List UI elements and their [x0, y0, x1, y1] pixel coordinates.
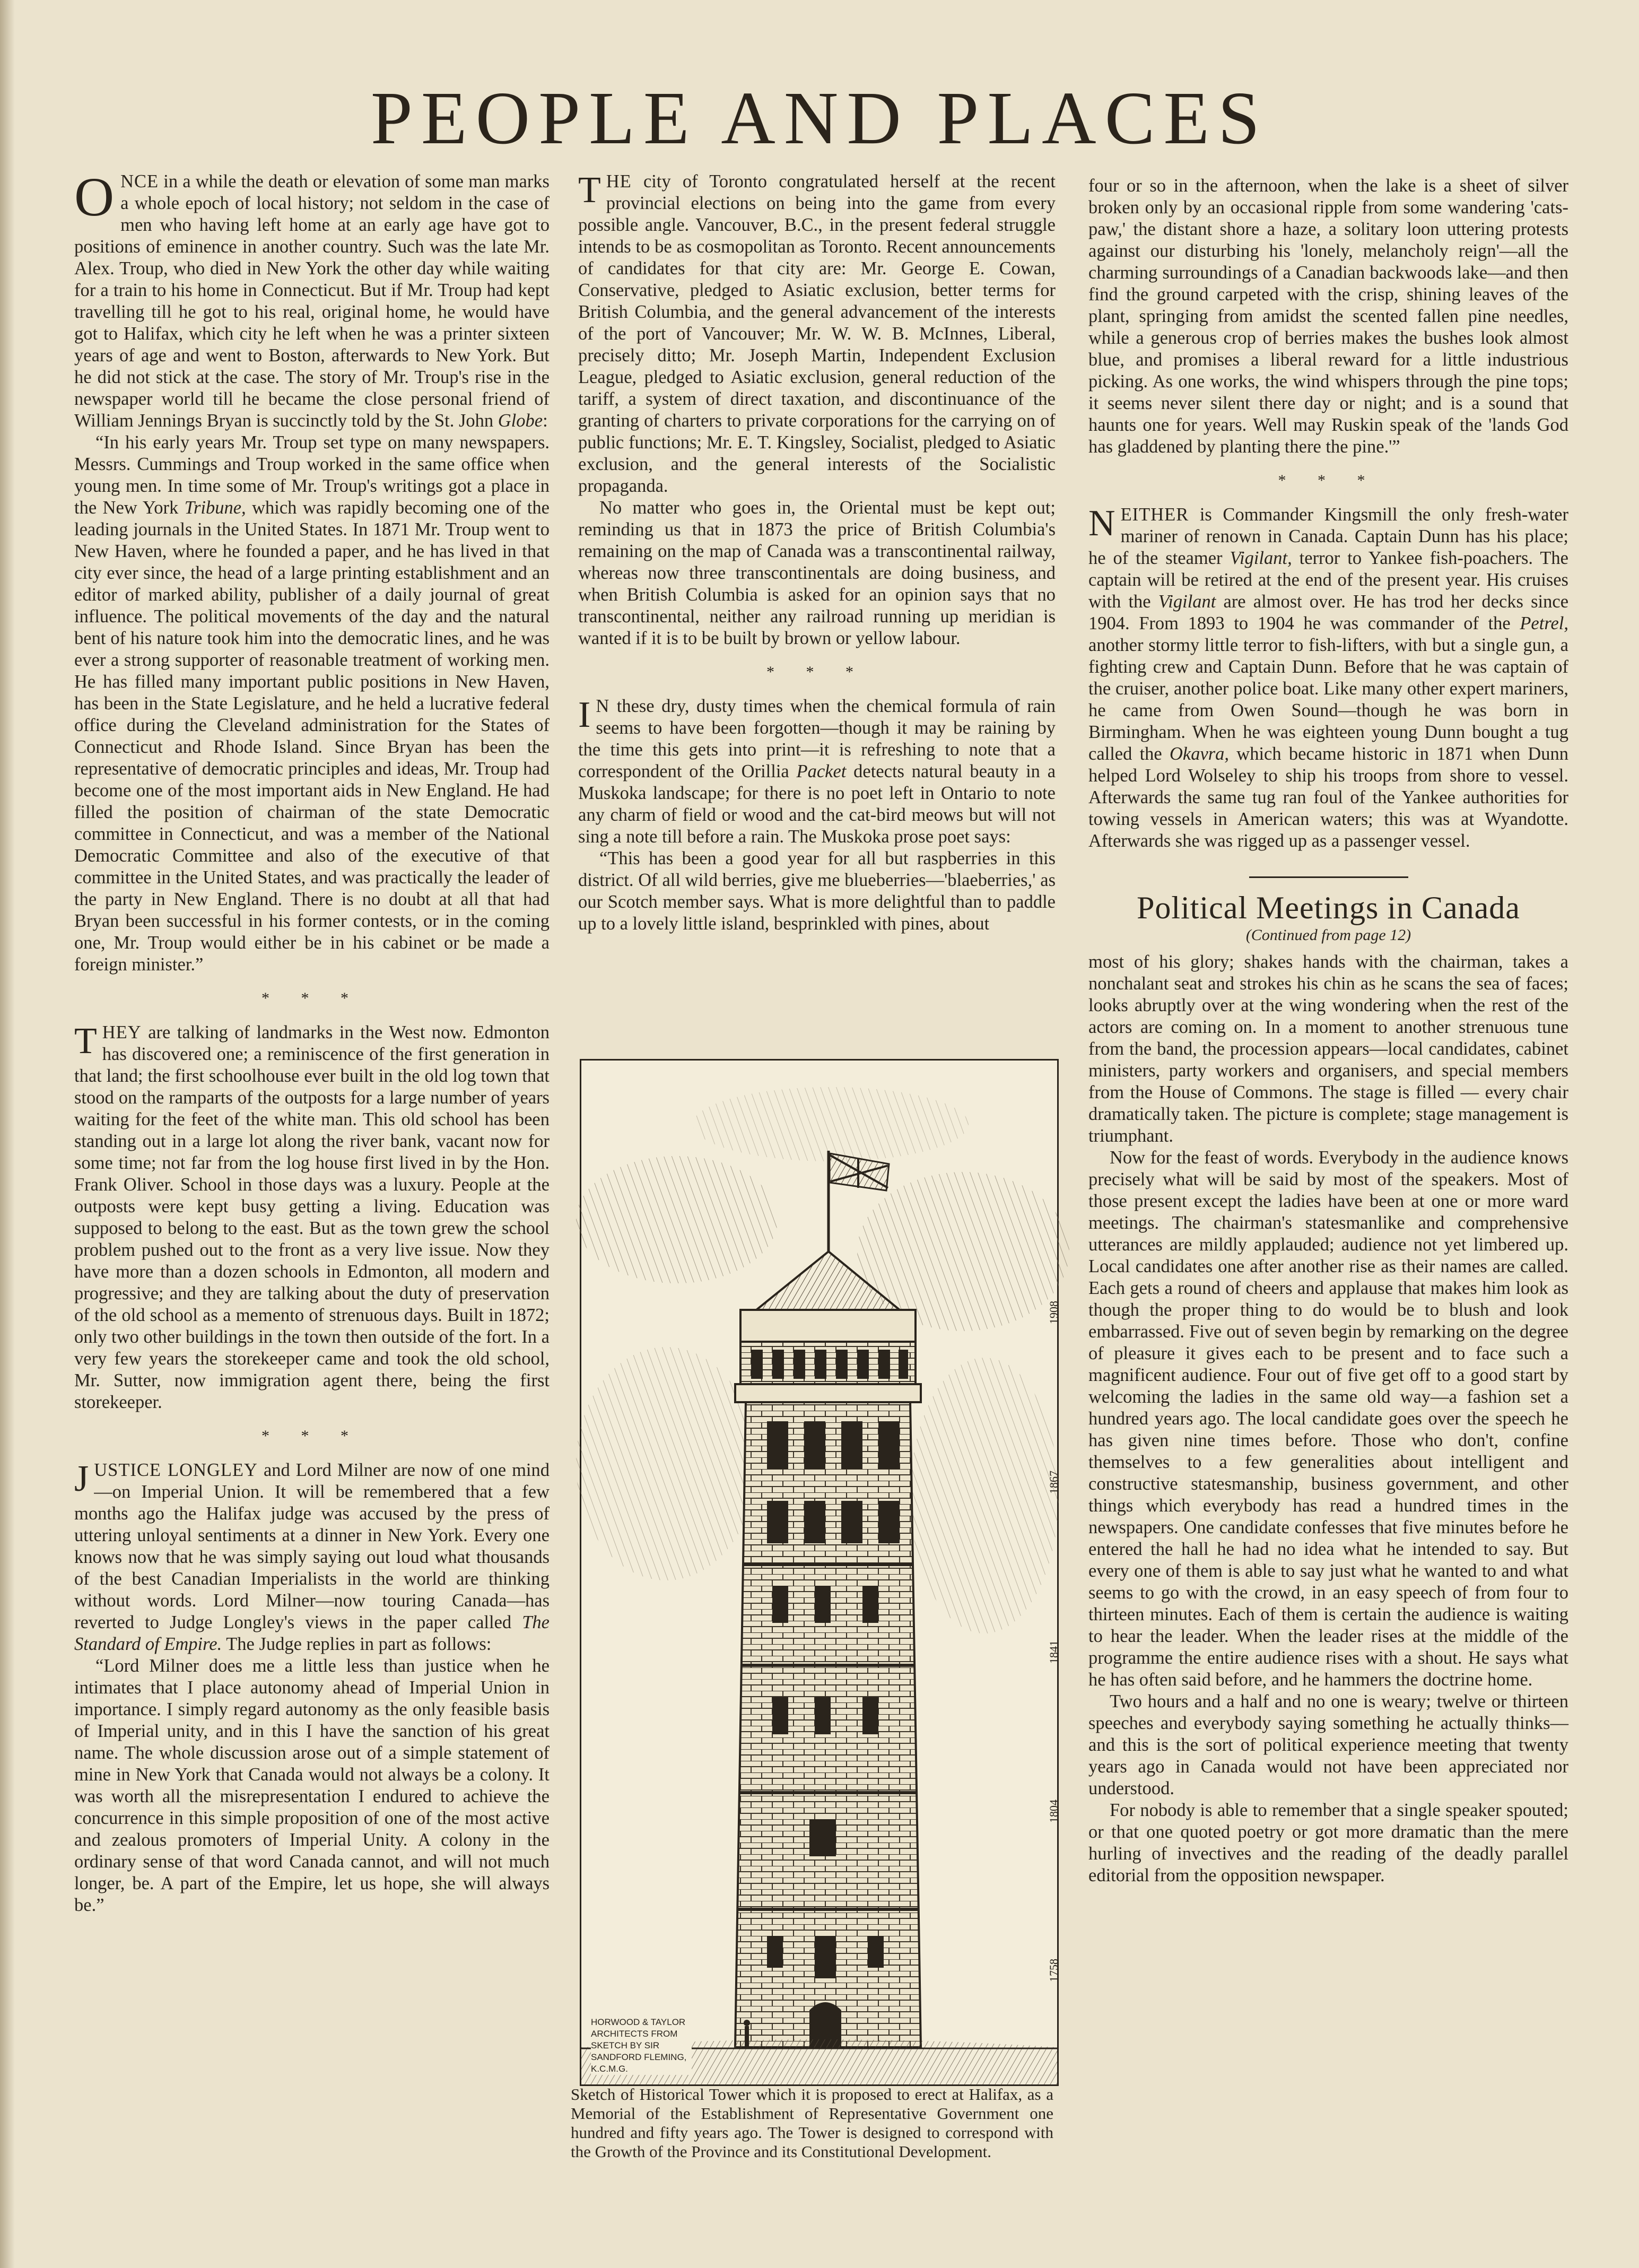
longley-paragraph: JUSTICE LONGLEY and Lord Milner are now of one mind—on Imperial Union. It will be remembered that a few months ago the Halifax judge was accused by the press of uttering unloyal sentiments at a dinner in New York. Every one knows now that he was simply saying out loud what thousands of the best Canadian Imperialists in the world are thinking without words. Lord Milner—now touring Canada—has reverted to Judge Longley's views in the paper called The Standard of Empire. The Judge replies in part as follows: [74, 1458, 550, 1654]
drop-cap: J [74, 1458, 89, 1499]
year-label: 1908 [1047, 1301, 1060, 1324]
globe-quote: “In his early years Mr. Troup set type on many newspapers. Messrs. Cummings and Troup worked in the same office when young men. In time some of Mr. Troup's writings got a place in the New York Tribune, which was rapidly becoming one of the leading journals in the United States. In 1871 Mr. Troup went to New Haven, where he founded a paper, and he has lived in that city ever since, the head of a large printing establishment and an editor of marked ability, publisher of a daily journal of great influence. The political movements of the day and the natural bent of his nature took him into the democratic lines, and he was ever a strong supporter of reasonable treatment of working men. He has filled many important public positions in New Haven, has been in the State Legislature, and he held a lucrative federal office during the Cleveland administration for the States of Connecticut and Rhode Island. Since Bryan has been the representative of democratic principles and ideas, Mr. Troup had become one of the most important aids in New England. He had filled the position of chairman of the state Democratic committee in Connecticut, and was a member of the National Democratic Committee and also of the executive of that committee in the United States, and was practically the leader of the party in New England. There is no doubt at all that had Bryan been successful in his former contests, or in the coming one, Mr. Troup would either be in his cabinet or be made a foreign minister.” [74, 432, 550, 975]
drop-cap: T [578, 170, 601, 211]
continuation-note: (Continued from page 12) [1245, 926, 1411, 944]
vancouver-paragraph: THE city of Toronto congratulated herself at the recent provincial elections on being into the game from every possible angle. Vancouver, B.C., in the present federal struggle intends to be as cosmopolitan as Toronto. Recent announcements of candidates for that city are: Mr. George E. Cowan, Conservative, pledged to Asiatic exclusion, better terms for British Columbia, and the general advancement of the interests of the port of Vancouver; Mr. W. W. B. McInnes, Liberal, precisely ditto; Mr. Joseph Martin, Independent Exclusion League, pledged to Asiatic exclusion, general reduction of the tariff, a system of direct taxation, and discontinuance of the granting of charters to private corporations for the carrying on of public functions; Mr. E. T. Kingsley, Socialist, pledged to Asiatic exclusion, and the general interests of the Socialistic propaganda. [578, 170, 1056, 496]
section-heading: Political Meetings in Canada [1137, 890, 1520, 925]
drop-cap: I [578, 694, 591, 735]
closing-paragraph: For nobody is able to remember that a single speaker spouted; or that one quoted poetry or got more dramatic than the mere hurling of invectives and the reading of the deadly parallel editorial from the opposition newspaper. [1088, 1800, 1568, 1885]
figure-caption: Sketch of Historical Tower which it is proposed to erect at Halifax, as a Memorial of the Establishment of Representative Government one hundred and fifty years ago. The Tower is designed to correspond with the Growth of the Province and its Constitutional Development. [571, 2085, 1053, 2161]
section-divider: * * * [1278, 472, 1379, 489]
column-middle [578, 171, 1056, 935]
longley-quote: “Lord Milner does me a little less than justice when he intimates that I place autonomy ahead of Imperial Union in importance. I simply regard autonomy as the only feasible basis of Imperial unity, and in this I have the sanction of his great name. The whole discussion arose out of a simple statement of mine in New York that Canada would not always be a colony. It was worth all the misrepresentation I endured to achieve the concurrence in this simple proposition of one of the most active and zealous promoters of Imperial Unity. A colony in the ordinary sense of that word Canada cannot, and will not much longer, be. A part of the Empire, let us hope, she will always be.” [74, 1656, 550, 1915]
muskoka-quote: “This has been a good year for all but raspberries in this district. Of all wild berries, give me blueberries—'blaeberries,' as our Scotch member says. What is more delightful than to paddle up to a lovely little island, besprinkled with pines, about [578, 848, 1056, 934]
tower-illustration [580, 1059, 1059, 2086]
hours-paragraph: Two hours and a half and no one is weary; twelve or thirteen speeches and everybody saying something he actually thinks—and this is the sort of political experience meeting that twenty years ago in Canada would not have been appreciated nor understood. [1088, 1691, 1568, 1798]
tower-drawing [581, 1061, 1057, 2084]
dunn-paragraph: NEITHER is Commander Kingsmill the only fresh-water mariner of renown in Canada. Captain Dunn has his place; he of the steamer Vigilant, terror to Yankee fish-poachers. The captain will be retired at the end of the present year. His cruises with the Vigilant are almost over. He has trod her decks since 1904. From 1893 to 1904 he was commander of the Petrel, another stormy little terror to fish-lifters, with but a single gun, a fighting crew and Captain Dunn. Before that he was captain of the cruiser, another police boat. Like many other expert mariners, he came from Owen Sound—though he was born in Birmingham. When he was eighteen young Dunn bought a tug called the Okavra, which became historic in 1871 when Dunn helped Lord Wolseley to ship his troops from shore to vessel. Afterwards the same tug ran foul of the Yankee authorities for towing vessels in American waters; this was at Wyandotte. Afterwards she was rigged up as a passenger vessel. [1088, 503, 1569, 851]
section-rule [1249, 876, 1408, 878]
edmonton-paragraph: THEY are talking of landmarks in the West now. Edmonton has discovered one; a reminiscence of the first generation in that land; the first schoolhouse ever built in the old log town that stood on the ramparts of the outposts for a large number of years waiting for the feet of the white man. This old school has been standing out in a large lot along the river bank, vacant now for some time; not far from the log house first lived in by the Hon. Frank Oliver. School in those days was a luxury. People at the outposts were kept busy getting a living. Education was supposed to belong to the east. But as the town grew the school problem pushed out to the front as a very live issue. Now they have more than a dozen schools in Edmonton, all modern and progressive; and they are talking about the duty of preservation of the old school as a memento of strenuous days. Built in 1872; only two other buildings in the town then outside of the fort. In a very few years the storekeeper came and took the old school, Mr. Sutter, now immigration agent there, being the first storekeeper. [74, 1021, 550, 1412]
muskoka-quote-continued: four or so in the afternoon, when the lake is a sheet of silver broken only by an occasional ripple from some wandering 'cats-paw,' the distant shore a haze, a solitary loon uttering protests against our disturbing his 'lonely, melancholy reign'—all the charming surroundings of a Canadian backwoods lake—and then find the ground carpeted with the crisp, shining leaves of the plant, springing from amidst the scented fallen pine needles, while a generous crop of berries makes the bushes look almost blue, and promises a liberal reward for a little industrious picking. As one works, the wind whispers through the pine tops; it seems never silent there day or night; and is a sound that haunts one for years. Well may Ruskin speak of the 'lands God has gladdened by planting there the pine.'” [1088, 176, 1568, 457]
page-title: PEOPLE AND PLACES [370, 76, 1269, 160]
drop-cap: N [1088, 503, 1115, 544]
oriental-paragraph: No matter who goes in, the Oriental must be kept out; reminding us that in 1873 the price of British Columbia's remaining on the map of Canada was a transcontinental railway, whereas now three transcontinentals are doing business, and when British Columbia is asked for an opinion says that no transcontinental, neither any railroad running up meridian is wanted if it is to be built by brown or yellow labour. [578, 498, 1056, 648]
troup-paragraph: ONCE in a while the death or elevation of some man marks a whole epoch of local history; not seldom in the case of men who having left home at an early age have got to positions of eminence in another country. Such was the late Mr. Alex. Troup, who died in New York the other day while waiting for a train to his home in Connecticut. But if Mr. Troup had kept travelling till he got to his real, original home, he would have got to Halifax, which city he left when he was a printer sixteen years of age and went to Boston, afterwards to New York. But he did not stick at the case. The story of Mr. Troup's rise in the newspaper world till he became the close personal friend of William Jennings Bryan is succinctly told by the St. John Globe: [74, 167, 550, 431]
year-label: 1867 [1047, 1471, 1060, 1494]
year-label: 1841 [1047, 1640, 1060, 1664]
section-divider: * * * [261, 989, 362, 1007]
drop-cap: T [74, 1021, 97, 1062]
year-label: 1758 [1047, 1959, 1060, 1982]
speeches-paragraph: Now for the feast of words. Everybody in the audience knows precisely what will be said by most of the speakers. Most of those present except the ladies have been at one or more ward meetings. The chairman's statesmanlike and comprehensive utterances are mildly applauded; audience not yet limbered up. Local candidates one after another rise as their names are called. Each gets a round of cheers and applause that makes him look as though the proper thing to do would be to blush and look embarrassed. Five out of seven begin by remarking on the degree of pleasure it gives each to be present and to face such a magnificent audience. Four out of five get off to a good start by welcoming the ladies in the same old way—a fashion set a hundred years ago. The local candidate goes over the speech he has given nine times before. Those who don't, confine themselves to a few generalities about intelligent and constructive statesmanship, business government, and other things which everybody has read a hundred times in the newspapers. One candidate confesses that five minutes before he entered the hall he had no idea what he intended to say. But every one of them is able to say just what he wanted to and what seems to go with the crowd, in an easy speech of from four to thirteen minutes. Each of them is certain the audience is waiting to hear the leader. When the leader rises at the middle of the programme the entire audience rises with a shout. He says what he has often said before, and he hammers the doctrine home. [1088, 1148, 1568, 1690]
section-divider: * * * [261, 1427, 362, 1445]
section-divider: * * * [766, 663, 867, 681]
muskoka-paragraph: I N these dry, dusty times when the chemical formula of rain seems to have been forgotten—though it may be raining by the time this gets into print—it is refreshing to note that a correspondent of the Orillia Packet detects natural beauty in a Muskoka landscape; for there is no poet left in Ontario to note any charm of field or wood and the cat-bird meows but will not sing a note till before a rain. The Muskoka prose poet says: [578, 694, 1056, 847]
column-left [74, 167, 550, 1916]
drop-cap: O [74, 167, 115, 228]
page-edge [0, 0, 15, 2268]
year-label: 1804 [1047, 1800, 1060, 1823]
architect-credit: HORWOOD & TAYLOR ARCHITECTS FROM SKETCH BY SIR SANDFORD FLEMING, K.C.M.G. [591, 2017, 692, 2075]
meeting-paragraph: most of his glory; shakes hands with the chairman, takes a nonchalant seat and strokes his chin as he scans the sea of faces; looks abruptly over at the wing wondering when the rest of the actors are coming on. In a moment to another strenuous tune from the band, the procession appears—local candidates, cabinet ministers, party workers and organisers, and special members from the House of Commons. The stage is filled — every chair dramatically taken. The picture is complete; stage management is triumphant. [1088, 952, 1568, 1146]
column-right [1088, 175, 1568, 1887]
